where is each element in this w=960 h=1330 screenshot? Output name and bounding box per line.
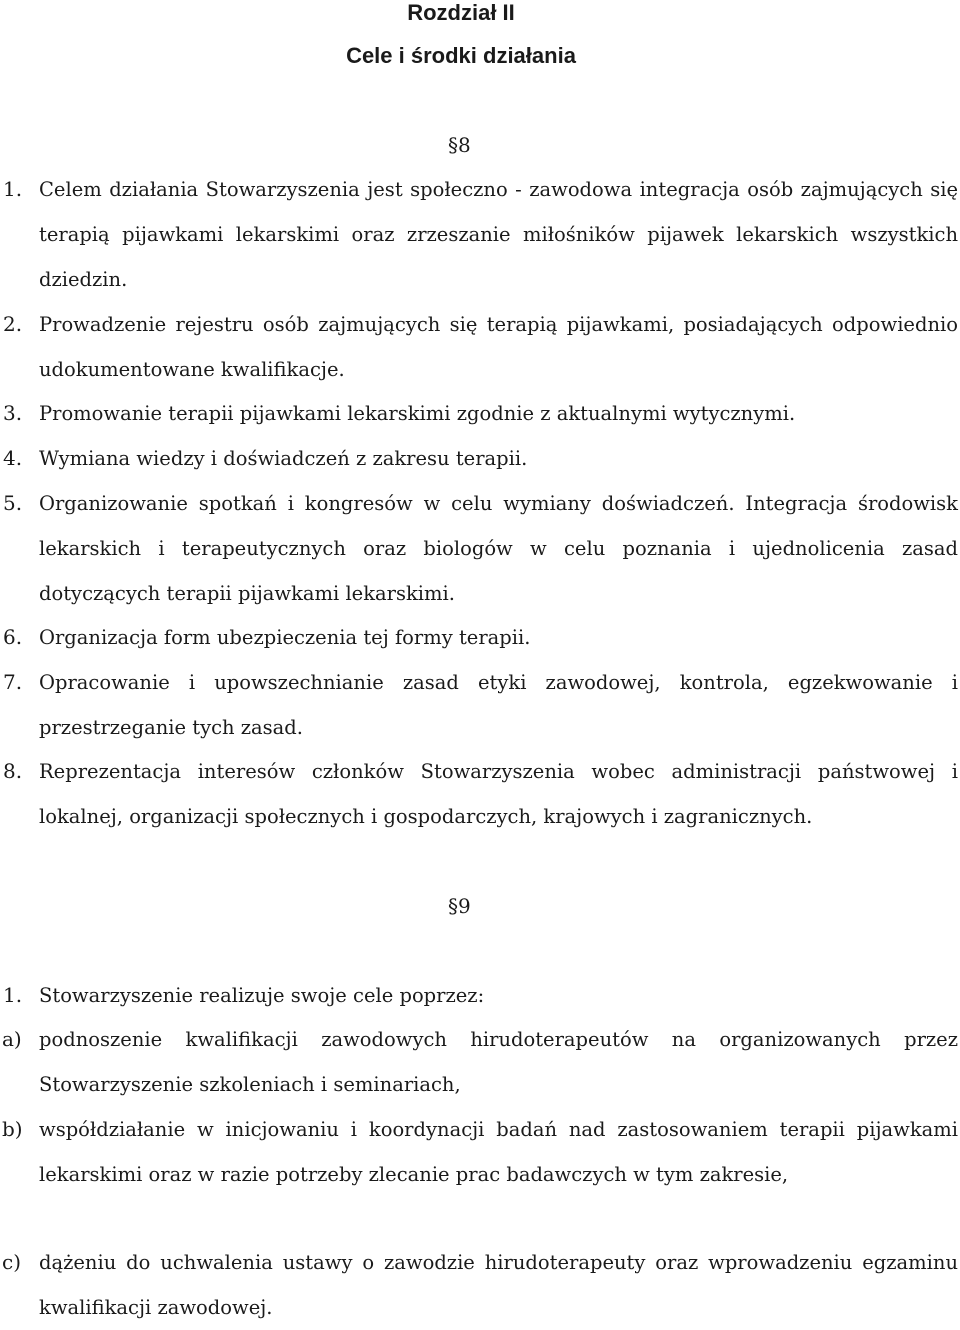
- item-number: 1.: [3, 983, 23, 1007]
- list-item: [0, 167, 958, 302]
- item-letter: b): [2, 1117, 23, 1141]
- item-text: Celem działania Stowarzyszenia jest społeczno - zawodowa integracja osób zajmujących się terapią pijawkami lekarskimi oraz zrzeszanie miłośników pijawek lekarskich wszystkich dziedzin.: [39, 178, 958, 291]
- list-item: [0, 436, 958, 481]
- item-number: 7.: [3, 670, 23, 694]
- list-item: [0, 1017, 958, 1107]
- item-text: Opracowanie i upowszechnianie zasad etyki zawodowej, kontrola, egzekwowanie i przestrzeganie tych zasad.: [39, 671, 958, 739]
- item-text: dążeniu do uchwalenia ustawy o zawodzie hirudoterapeuty oraz wprowadzeniu egzaminu kwalifikacji zawodowej.: [39, 1251, 958, 1319]
- item-text: Promowanie terapii pijawkami lekarskimi zgodnie z aktualnymi wytycznymi.: [39, 402, 796, 425]
- item-number: 8.: [3, 759, 23, 783]
- item-number: 6.: [3, 625, 23, 649]
- item-number: 1.: [3, 177, 23, 201]
- item-text: Prowadzenie rejestru osób zajmujących się terapią pijawkami, posiadających odpowiednio udokumentowane kwalifikacje.: [39, 313, 958, 381]
- item-number: 3.: [3, 401, 23, 425]
- chapter-title: Cele i środki działania: [346, 43, 576, 68]
- item-number: 4.: [3, 446, 23, 470]
- section-9-mark: §9: [448, 894, 471, 918]
- list-item: [0, 481, 958, 616]
- list-item: [0, 973, 958, 1018]
- item-letter: c): [2, 1250, 22, 1274]
- item-letter: a): [2, 1027, 22, 1051]
- list-item: [0, 1107, 958, 1197]
- section-8-mark: §8: [448, 133, 471, 157]
- item-number: 5.: [3, 491, 23, 515]
- item-text: Organizowanie spotkań i kongresów w celu wymiany doświadczeń. Integracja środowisk lekarskich i terapeutycznych oraz biologów w celu poznania i ujednolicenia zasad dotyczących terapii pijawkami lekarskimi.: [39, 492, 958, 605]
- chapter-number: Rozdział II: [407, 0, 515, 25]
- item-text: Organizacja form ubezpieczenia tej formy terapii.: [39, 626, 531, 649]
- item-text: Wymiana wiedzy i doświadczeń z zakresu terapii.: [39, 447, 528, 470]
- list-item: [0, 302, 958, 392]
- item-number: 2.: [3, 312, 23, 336]
- item-text: Reprezentacja interesów członków Stowarzyszenia wobec administracji państwowej i lokalnej, organizacji społecznych i gospodarczych, krajowych i zagranicznych.: [39, 760, 958, 828]
- list-item: [0, 1240, 958, 1330]
- list-item: [0, 391, 958, 436]
- item-text: podnoszenie kwalifikacji zawodowych hirudoterapeutów na organizowanych przez Stowarzyszenie szkoleniach i seminariach,: [39, 1028, 958, 1096]
- list-item: [0, 749, 958, 839]
- list-item: [0, 615, 958, 660]
- item-text: współdziałanie w inicjowaniu i koordynacji badań nad zastosowaniem terapii pijawkami lekarskimi oraz w razie potrzeby zlecanie prac badawczych w tym zakresie,: [39, 1118, 958, 1186]
- list-item: [0, 660, 958, 750]
- item-text: Stowarzyszenie realizuje swoje cele poprzez:: [39, 984, 485, 1007]
